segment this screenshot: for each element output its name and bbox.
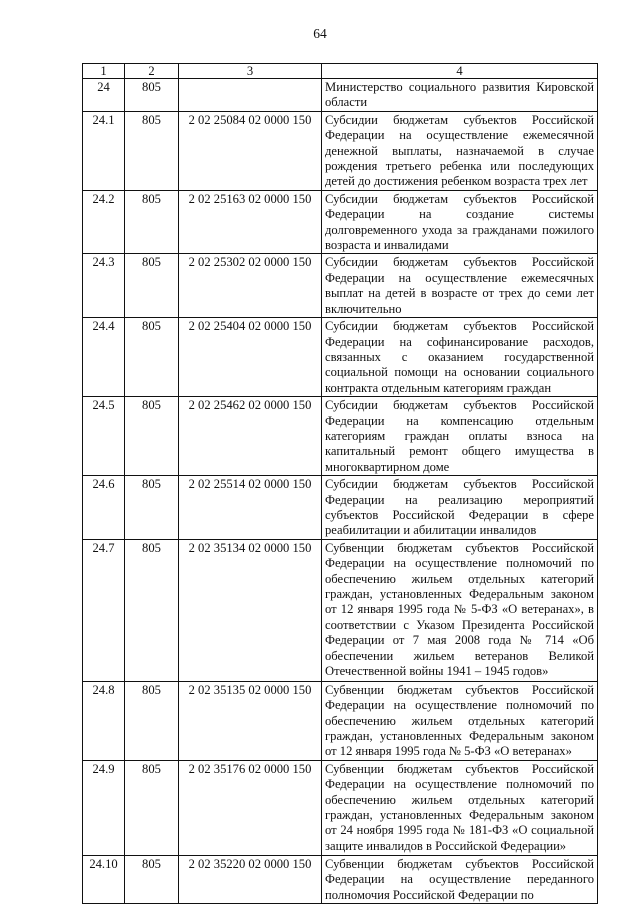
ministry-code: 805 <box>125 855 179 903</box>
table-row <box>83 539 598 681</box>
row-number: 24.1 <box>83 111 125 190</box>
header-col-4: 4 <box>322 64 598 79</box>
ministry-code: 805 <box>125 760 179 855</box>
table-row <box>83 254 598 318</box>
budget-code: 2 02 35176 02 0000 150 <box>179 760 322 855</box>
revenue-description: Субвенции бюджетам субъектов Российской Федерации на осуществление полномочий по обеспечению жильем отдельных категорий граждан, установленных Федеральным законом от 24 ноября 1995 года № 181-ФЗ «О социальной защите инвалидов в Российской Федерации» <box>322 760 598 855</box>
row-number: 24.8 <box>83 681 125 760</box>
page-number: 64 <box>313 26 327 41</box>
revenue-description: Субвенции бюджетам субъектов Российской Федерации на осуществление переданного полномочия Российской Федерации по <box>322 855 598 903</box>
revenue-description: Субсидии бюджетам субъектов Российской Федерации на реализацию мероприятий субъектов Российской Федерации в сфере реабилитации и абилитации инвалидов <box>322 476 598 540</box>
ministry-code: 805 <box>125 681 179 760</box>
table-row <box>83 760 598 855</box>
row-number: 24.9 <box>83 760 125 855</box>
ministry-code: 805 <box>125 190 179 254</box>
table-header-row <box>83 64 598 79</box>
revenue-description: Субсидии бюджетам субъектов Российской Федерации на создание системы долговременного ухода за гражданами пожилого возраста и инвалидами <box>322 190 598 254</box>
revenue-description: Субсидии бюджетам субъектов Российской Федерации на софинансирование расходов, связанных с оказанием государственной социальной помощи на основании социального контракта отдельным категориям граждан <box>322 318 598 397</box>
table-row <box>83 681 598 760</box>
revenue-description: Субсидии бюджетам субъектов Российской Федерации на осуществление ежемесячной денежной выплаты, назначаемой в случае рождения третьего ребенка или последующих детей до достижения ребенком возраста трех лет <box>322 111 598 190</box>
budget-code: 2 02 25302 02 0000 150 <box>179 254 322 318</box>
ministry-code: 805 <box>125 397 179 476</box>
budget-code <box>179 79 322 112</box>
table-row <box>83 318 598 397</box>
table-body <box>83 79 598 904</box>
header-col-3: 3 <box>179 64 322 79</box>
budget-code: 2 02 35134 02 0000 150 <box>179 539 322 681</box>
budget-code: 2 02 25514 02 0000 150 <box>179 476 322 540</box>
row-number: 24.4 <box>83 318 125 397</box>
budget-code: 2 02 35135 02 0000 150 <box>179 681 322 760</box>
table-row <box>83 397 598 476</box>
header-col-2: 2 <box>125 64 179 79</box>
row-number: 24.3 <box>83 254 125 318</box>
table-row <box>83 476 598 540</box>
row-number: 24.10 <box>83 855 125 903</box>
budget-code: 2 02 25163 02 0000 150 <box>179 190 322 254</box>
revenue-description: Субсидии бюджетам субъектов Российской Федерации на компенсацию отдельным категориям граждан оплаты взноса на капитальный ремонт общего имущества в многоквартирном доме <box>322 397 598 476</box>
budget-code: 2 02 25404 02 0000 150 <box>179 318 322 397</box>
revenue-description: Субвенции бюджетам субъектов Российской Федерации на осуществление полномочий по обеспечению жильем отдельных категорий граждан, установленных Федеральным законом от 12 января 1995 года № 5-ФЗ «О ветеранах», в соответствии с Указом Президента Российской Федерации от 7 мая 2008 года № 714 «Об обеспечении жильем ветеранов Великой Отечественной войны 1941 – 1945 годов» <box>322 539 598 681</box>
budget-code: 2 02 25084 02 0000 150 <box>179 111 322 190</box>
ministry-code: 805 <box>125 318 179 397</box>
row-number: 24.2 <box>83 190 125 254</box>
budget-code: 2 02 35220 02 0000 150 <box>179 855 322 903</box>
table-row <box>83 190 598 254</box>
row-number: 24.6 <box>83 476 125 540</box>
ministry-code: 805 <box>125 476 179 540</box>
ministry-code: 805 <box>125 539 179 681</box>
header-col-1: 1 <box>83 64 125 79</box>
row-number: 24.5 <box>83 397 125 476</box>
revenue-description: Субсидии бюджетам субъектов Российской Федерации на осуществление ежемесячных выплат на детей в возрасте от трех до семи лет включительно <box>322 254 598 318</box>
ministry-code: 805 <box>125 254 179 318</box>
table-row <box>83 855 598 903</box>
budget-code: 2 02 25462 02 0000 150 <box>179 397 322 476</box>
ministry-code: 805 <box>125 111 179 190</box>
row-number: 24.7 <box>83 539 125 681</box>
ministry-code: 805 <box>125 79 179 112</box>
budget-codes-table <box>82 63 598 904</box>
revenue-description: Министерство социального развития Кировской области <box>322 79 598 112</box>
table-row <box>83 79 598 112</box>
table-row <box>83 111 598 190</box>
revenue-description: Субвенции бюджетам субъектов Российской Федерации на осуществление полномочий по обеспечению жильем отдельных категорий граждан, установленных Федеральным законом от 12 января 1995 года № 5-ФЗ «О ветеранах» <box>322 681 598 760</box>
row-number: 24 <box>83 79 125 112</box>
